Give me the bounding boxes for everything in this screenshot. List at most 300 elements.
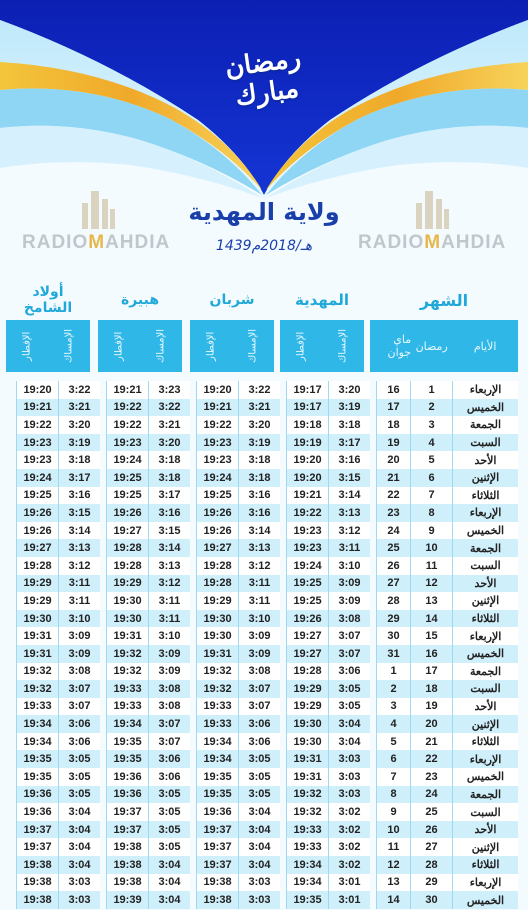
imsak-time: 3:02 (328, 856, 370, 874)
iftar-time: 19:31 (196, 645, 238, 663)
timetable-hbira (106, 645, 190, 663)
imsak-time: 3:11 (58, 575, 100, 593)
cell-group-month (376, 680, 518, 698)
imsak-time: 3:10 (238, 610, 280, 628)
iftar-time: 19:23 (286, 522, 328, 540)
timetable-chorbane (196, 504, 280, 522)
cell-group-month (376, 610, 518, 628)
imsak-time: 3:17 (58, 469, 100, 487)
imsak-time: 3:16 (238, 487, 280, 505)
timetable-ouled-chamekh (16, 557, 100, 575)
imsak-time: 3:11 (238, 575, 280, 593)
table-row (0, 451, 528, 469)
iftar-time: 19:30 (16, 610, 58, 628)
imsak-time: 3:05 (328, 698, 370, 716)
gregorian-day: 21 (376, 469, 410, 487)
cell-group-month (376, 856, 518, 874)
imsak-time: 3:05 (148, 786, 190, 804)
table-row (0, 645, 528, 663)
iftar-time: 19:29 (106, 575, 148, 593)
timetable-hbira (106, 416, 190, 434)
subheader-iftar: الإفطار (295, 331, 307, 361)
imsak-time: 3:12 (148, 575, 190, 593)
ramadan-day: 26 (410, 821, 452, 839)
iftar-time: 19:33 (196, 715, 238, 733)
iftar-time: 19:25 (16, 487, 58, 505)
imsak-time: 3:17 (148, 487, 190, 505)
imsak-time: 3:17 (328, 434, 370, 452)
imsak-time: 3:09 (238, 627, 280, 645)
imsak-time: 3:14 (238, 522, 280, 540)
iftar-time: 19:34 (286, 856, 328, 874)
iftar-time: 19:38 (196, 891, 238, 909)
gregorian-day: 6 (376, 750, 410, 768)
table-row (0, 786, 528, 804)
imsak-time: 3:07 (238, 698, 280, 716)
timetable-hbira (106, 539, 190, 557)
iftar-time: 19:35 (286, 891, 328, 909)
day-name: السبت (452, 557, 518, 575)
timetable-mahdia (286, 557, 370, 575)
ramadan-day: 22 (410, 750, 452, 768)
gregorian-day: 23 (376, 504, 410, 522)
iftar-time: 19:23 (16, 451, 58, 469)
day-name: الإربعاء (452, 504, 518, 522)
timetable-hbira (106, 750, 190, 768)
imsak-time: 3:21 (238, 399, 280, 417)
iftar-time: 19:33 (196, 698, 238, 716)
iftar-time: 19:23 (106, 434, 148, 452)
timetable-ouled-chamekh (16, 504, 100, 522)
ramadan-day: 11 (410, 557, 452, 575)
timetable-mahdia (286, 451, 370, 469)
gregorian-day: 17 (376, 399, 410, 417)
ramadan-day: 19 (410, 698, 452, 716)
iftar-time: 19:32 (16, 663, 58, 681)
iftar-time: 19:26 (286, 610, 328, 628)
imsak-time: 3:02 (328, 838, 370, 856)
table-row (0, 768, 528, 786)
cell-group-month (376, 381, 518, 399)
timetable-mahdia (286, 803, 370, 821)
imsak-time: 3:11 (58, 592, 100, 610)
day-name: الإثنين (452, 715, 518, 733)
iftar-time: 19:35 (196, 786, 238, 804)
imsak-time: 3:22 (148, 399, 190, 417)
subheader-iftar: الإفطار (21, 331, 33, 361)
iftar-time: 19:22 (196, 416, 238, 434)
gregorian-day: 26 (376, 557, 410, 575)
timetable-ouled-chamekh (16, 874, 100, 892)
ramadan-day: 21 (410, 733, 452, 751)
timetable-ouled-chamekh (16, 715, 100, 733)
gregorian-day: 5 (376, 733, 410, 751)
iftar-time: 19:28 (286, 663, 328, 681)
iftar-time: 19:32 (196, 663, 238, 681)
imsak-time: 3:12 (328, 522, 370, 540)
day-name: الثلاثاء (452, 610, 518, 628)
day-name: الجمعة (452, 539, 518, 557)
table-row (0, 434, 528, 452)
timetable-mahdia (286, 575, 370, 593)
gregorian-day: 30 (376, 627, 410, 645)
iftar-time: 19:27 (16, 539, 58, 557)
timetable-hbira (106, 680, 190, 698)
table-row (0, 750, 528, 768)
timetable-hbira (106, 557, 190, 575)
iftar-time: 19:34 (106, 715, 148, 733)
table-row (0, 522, 528, 540)
timetable-mahdia (286, 469, 370, 487)
ramadan-day: 20 (410, 715, 452, 733)
imsak-time: 3:04 (58, 838, 100, 856)
imsak-time: 3:06 (148, 768, 190, 786)
table-row (0, 539, 528, 557)
iftar-time: 19:37 (106, 803, 148, 821)
table-row (0, 610, 528, 628)
timetable-hbira (106, 838, 190, 856)
iftar-time: 19:34 (196, 733, 238, 751)
imsak-time: 3:05 (238, 750, 280, 768)
iftar-time: 19:38 (106, 838, 148, 856)
ramadan-day: 7 (410, 487, 452, 505)
cell-group-month (376, 698, 518, 716)
iftar-time: 19:30 (196, 610, 238, 628)
timetable-hbira (106, 469, 190, 487)
gregorian-day: 7 (376, 768, 410, 786)
iftar-time: 19:26 (16, 504, 58, 522)
timetable-chorbane (196, 856, 280, 874)
cell-group-month (376, 522, 518, 540)
table-row (0, 838, 528, 856)
subheader-hbira (98, 320, 182, 372)
timetable-ouled-chamekh (16, 680, 100, 698)
iftar-time: 19:26 (16, 522, 58, 540)
iftar-time: 19:27 (286, 645, 328, 663)
iftar-time: 19:29 (16, 575, 58, 593)
header-chorbane: شربان (209, 292, 255, 308)
table-row (0, 627, 528, 645)
ramadan-day: 29 (410, 874, 452, 892)
day-name: السبت (452, 680, 518, 698)
cell-group-month (376, 399, 518, 417)
timetable-chorbane (196, 891, 280, 909)
cell-group-month (376, 627, 518, 645)
timetable-mahdia (286, 487, 370, 505)
subheader-mahdia (280, 320, 364, 372)
cell-group-month (376, 645, 518, 663)
imsak-time: 3:07 (148, 715, 190, 733)
timetable-ouled-chamekh (16, 416, 100, 434)
iftar-time: 19:24 (286, 557, 328, 575)
iftar-time: 19:28 (196, 575, 238, 593)
timetable-ouled-chamekh (16, 381, 100, 399)
table-row (0, 821, 528, 839)
subheader-may-june: ماي جوان (387, 333, 412, 359)
iftar-time: 19:21 (16, 399, 58, 417)
day-name: الثلاثاء (452, 487, 518, 505)
ramadan-day: 2 (410, 399, 452, 417)
timetable-mahdia (286, 786, 370, 804)
iftar-time: 19:35 (196, 768, 238, 786)
timetable-hbira (106, 803, 190, 821)
subheader-ramadan: رمضان (415, 339, 448, 353)
iftar-time: 19:17 (286, 399, 328, 417)
timetable-hbira (106, 592, 190, 610)
gregorian-day: 9 (376, 803, 410, 821)
cell-group-month (376, 750, 518, 768)
timetable-chorbane (196, 575, 280, 593)
timetable-chorbane (196, 416, 280, 434)
timetable-chorbane (196, 786, 280, 804)
timetable-hbira (106, 399, 190, 417)
iftar-time: 19:23 (286, 539, 328, 557)
iftar-time: 19:24 (196, 469, 238, 487)
imsak-time: 3:11 (148, 592, 190, 610)
timetable-chorbane (196, 750, 280, 768)
iftar-time: 19:32 (16, 680, 58, 698)
day-name: السبت (452, 434, 518, 452)
iftar-time: 19:29 (286, 680, 328, 698)
iftar-time: 19:39 (106, 891, 148, 909)
imsak-time: 3:02 (328, 821, 370, 839)
timetable-mahdia (286, 627, 370, 645)
day-name: الأحد (452, 821, 518, 839)
cell-group-month (376, 821, 518, 839)
timetable-hbira (106, 627, 190, 645)
timetable-hbira (106, 575, 190, 593)
table-row (0, 663, 528, 681)
timetable-ouled-chamekh (16, 856, 100, 874)
imsak-time: 3:04 (238, 821, 280, 839)
timetable-chorbane (196, 451, 280, 469)
cell-group-month (376, 768, 518, 786)
day-name: الأحد (452, 698, 518, 716)
imsak-time: 3:06 (148, 750, 190, 768)
iftar-time: 19:37 (106, 821, 148, 839)
table-row (0, 469, 528, 487)
subheader-imsak: الإمساك (337, 328, 349, 364)
imsak-time: 3:03 (238, 891, 280, 909)
imsak-time: 3:18 (238, 469, 280, 487)
imsak-time: 3:20 (238, 416, 280, 434)
iftar-time: 19:36 (16, 803, 58, 821)
day-name: الجمعة (452, 416, 518, 434)
gregorian-day: 25 (376, 539, 410, 557)
imsak-time: 3:05 (148, 838, 190, 856)
day-name: الجمعة (452, 786, 518, 804)
timetable-hbira (106, 874, 190, 892)
timetable-hbira (106, 891, 190, 909)
imsak-time: 3:05 (238, 768, 280, 786)
iftar-time: 19:17 (286, 381, 328, 399)
ramadan-day: 6 (410, 469, 452, 487)
table-row (0, 592, 528, 610)
timetable-mahdia (286, 680, 370, 698)
iftar-time: 19:20 (196, 381, 238, 399)
cell-group-month (376, 557, 518, 575)
ramadan-day: 9 (410, 522, 452, 540)
imsak-time: 3:05 (148, 821, 190, 839)
iftar-time: 19:25 (286, 592, 328, 610)
timetable-hbira (106, 522, 190, 540)
ramadan-day: 8 (410, 504, 452, 522)
iftar-time: 19:38 (106, 874, 148, 892)
cell-group-month (376, 715, 518, 733)
iftar-time: 19:23 (196, 451, 238, 469)
iftar-time: 19:37 (16, 838, 58, 856)
ramadan-day: 28 (410, 856, 452, 874)
subheader-iftar: الإفطار (113, 331, 125, 361)
gregorian-day: 19 (376, 434, 410, 452)
imsak-time: 3:16 (58, 487, 100, 505)
imsak-time: 3:06 (238, 715, 280, 733)
iftar-time: 19:29 (286, 698, 328, 716)
day-name: الإثنين (452, 592, 518, 610)
imsak-time: 3:04 (148, 856, 190, 874)
imsak-time: 3:03 (58, 874, 100, 892)
iftar-time: 19:31 (16, 645, 58, 663)
imsak-time: 3:09 (238, 645, 280, 663)
imsak-time: 3:15 (148, 522, 190, 540)
iftar-time: 19:32 (196, 680, 238, 698)
day-name: الخميس (452, 399, 518, 417)
iftar-time: 19:35 (16, 750, 58, 768)
imsak-time: 3:19 (58, 434, 100, 452)
iftar-time: 19:19 (286, 434, 328, 452)
imsak-time: 3:04 (328, 715, 370, 733)
hijri-date: 1439هـ/2018م (215, 238, 313, 254)
timetable-chorbane (196, 557, 280, 575)
imsak-time: 3:05 (58, 768, 100, 786)
timetable-ouled-chamekh (16, 434, 100, 452)
imsak-time: 3:04 (148, 874, 190, 892)
table-row (0, 487, 528, 505)
table-row (0, 856, 528, 874)
subheader-ouled-chamekh (6, 320, 90, 372)
timetable-hbira (106, 434, 190, 452)
imsak-time: 3:09 (148, 663, 190, 681)
imsak-time: 3:18 (148, 451, 190, 469)
day-name: الإربعاء (452, 381, 518, 399)
cell-group-month (376, 838, 518, 856)
gregorian-day: 3 (376, 698, 410, 716)
timetable-chorbane (196, 874, 280, 892)
iftar-time: 19:30 (106, 610, 148, 628)
iftar-time: 19:25 (286, 575, 328, 593)
cell-group-month (376, 786, 518, 804)
table-row (0, 381, 528, 399)
timetable-chorbane (196, 487, 280, 505)
imsak-time: 3:14 (328, 487, 370, 505)
imsak-time: 3:10 (328, 557, 370, 575)
ramadan-day: 4 (410, 434, 452, 452)
day-name: الثلاثاء (452, 733, 518, 751)
imsak-time: 3:08 (238, 663, 280, 681)
cell-group-month (376, 451, 518, 469)
timetable-mahdia (286, 856, 370, 874)
subheader-imsak: الإمساك (63, 328, 75, 364)
timetable-ouled-chamekh (16, 399, 100, 417)
cell-group-month (376, 891, 518, 909)
ramadan-day: 17 (410, 663, 452, 681)
timetable-chorbane (196, 733, 280, 751)
cell-group-month (376, 575, 518, 593)
day-name: الأحد (452, 575, 518, 593)
imsak-time: 3:23 (148, 381, 190, 399)
iftar-time: 19:35 (106, 750, 148, 768)
imsak-time: 3:05 (58, 750, 100, 768)
imsak-time: 3:10 (58, 610, 100, 628)
imsak-time: 3:18 (328, 416, 370, 434)
iftar-time: 19:30 (286, 715, 328, 733)
imsak-time: 3:08 (328, 610, 370, 628)
table-row (0, 575, 528, 593)
timetable-ouled-chamekh (16, 698, 100, 716)
imsak-time: 3:06 (58, 733, 100, 751)
imsak-time: 3:09 (148, 645, 190, 663)
timetable-chorbane (196, 522, 280, 540)
imsak-time: 3:06 (58, 715, 100, 733)
timetable-chorbane (196, 381, 280, 399)
imsak-time: 3:04 (328, 733, 370, 751)
header-ouled-chamekh: أولاد الشامخ (23, 284, 73, 316)
iftar-time: 19:29 (16, 592, 58, 610)
imsak-time: 3:21 (148, 416, 190, 434)
cell-group-month (376, 803, 518, 821)
imsak-time: 3:09 (58, 645, 100, 663)
timetable-mahdia (286, 698, 370, 716)
iftar-time: 19:37 (196, 838, 238, 856)
timetable-ouled-chamekh (16, 663, 100, 681)
timetable-hbira (106, 610, 190, 628)
timetable-chorbane (196, 469, 280, 487)
timetable-chorbane (196, 838, 280, 856)
subheader-imsak: الإمساك (247, 328, 259, 364)
table-row (0, 891, 528, 909)
timetable-hbira (106, 487, 190, 505)
timetable-chorbane (196, 715, 280, 733)
iftar-time: 19:26 (196, 504, 238, 522)
timetable-ouled-chamekh (16, 645, 100, 663)
day-name: الإثنين (452, 838, 518, 856)
iftar-time: 19:37 (196, 821, 238, 839)
iftar-time: 19:33 (16, 698, 58, 716)
timetable-ouled-chamekh (16, 786, 100, 804)
gregorian-day: 4 (376, 715, 410, 733)
iftar-time: 19:33 (286, 821, 328, 839)
header-month: الشهر (419, 290, 469, 310)
cell-group-month (376, 469, 518, 487)
timetable-hbira (106, 451, 190, 469)
day-name: الخميس (452, 645, 518, 663)
iftar-time: 19:38 (16, 856, 58, 874)
day-name: الإثنين (452, 469, 518, 487)
ramadan-mubarak-calligraphy: رمضان مبارك (223, 43, 303, 113)
imsak-time: 3:04 (58, 821, 100, 839)
day-name: الإربعاء (452, 874, 518, 892)
iftar-time: 19:28 (196, 557, 238, 575)
timetable-mahdia (286, 610, 370, 628)
iftar-time: 19:32 (286, 803, 328, 821)
iftar-time: 19:31 (286, 750, 328, 768)
gregorian-day: 24 (376, 522, 410, 540)
iftar-time: 19:18 (286, 416, 328, 434)
imsak-time: 3:19 (328, 399, 370, 417)
imsak-time: 3:03 (328, 786, 370, 804)
day-name: الخميس (452, 522, 518, 540)
gregorian-day: 31 (376, 645, 410, 663)
